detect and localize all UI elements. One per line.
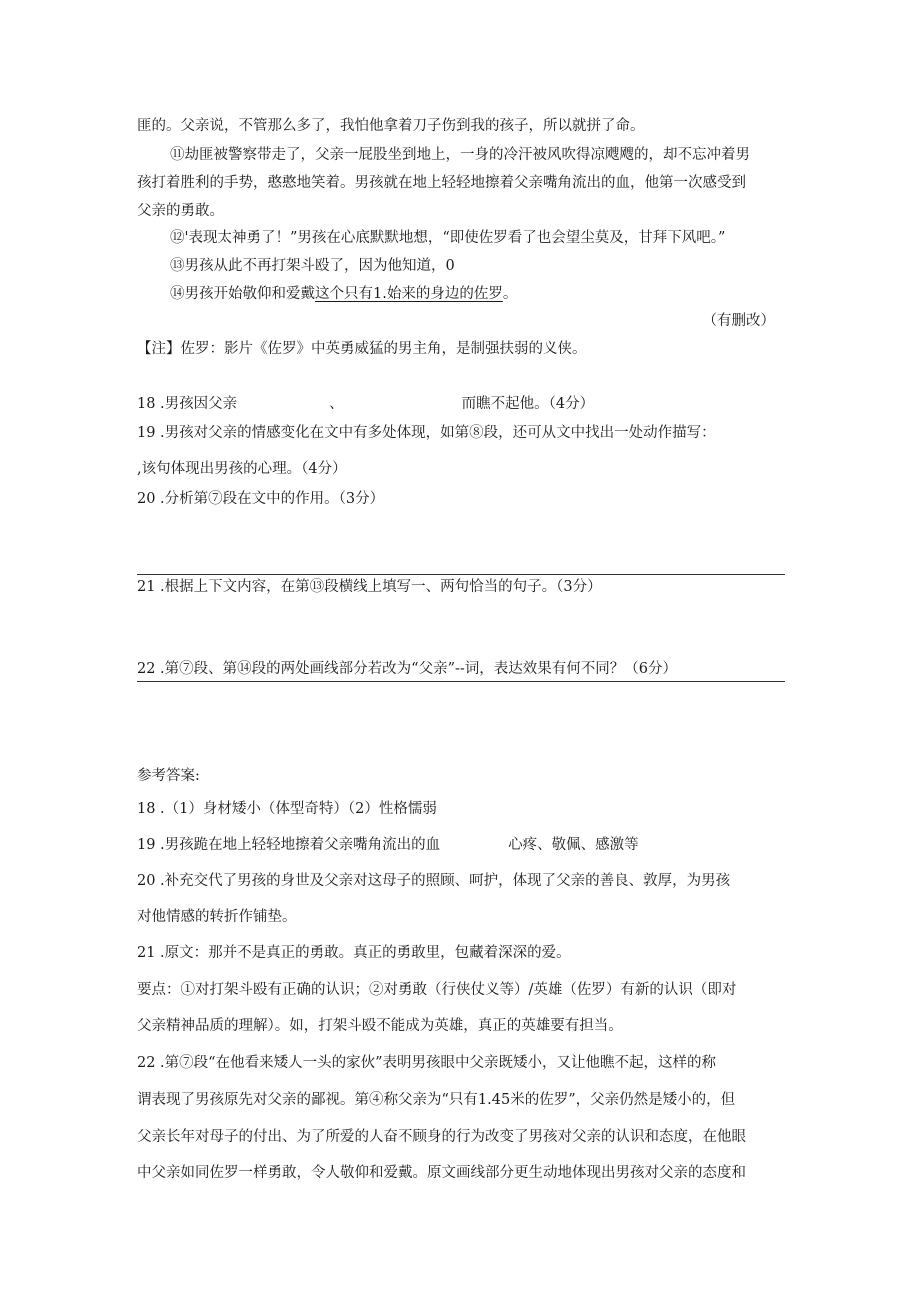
answer-21-line-2: 要点：①对打架斗殴有正确的认识；②对勇敢（行侠仗义等）/英雄（佐罗）有新的认识（即对 xyxy=(137,982,737,998)
paragraph-14-underlined-phrase: 这个只有1.始来的身边的佐罗 xyxy=(315,286,503,302)
story-paragraph-11-line-3: 父亲的勇敢。 xyxy=(137,203,224,219)
answer-22-line-2: 谓表现了男孩原先对父亲的鄙视。第④称父亲为“只有1.45米的佐罗”，父亲仍然是矮小的，但 xyxy=(137,1092,736,1108)
question-20: 20 .分析第⑦段在文中的作用。（3分） xyxy=(137,491,385,507)
answer-line-20 xyxy=(137,574,785,575)
question-18 xyxy=(137,394,594,414)
answer-19 xyxy=(137,835,639,855)
footnote: 【注】佐罗：影片《佐罗》中英勇威猛的男主角，是制强扶弱的义侠。 xyxy=(137,341,587,357)
source-note: （有删改） xyxy=(702,313,775,329)
question-18-end: 而瞧不起他。（4分） xyxy=(461,396,595,412)
answers-heading: 参考答案: xyxy=(137,768,200,784)
answer-19-sentence: 19 .男孩跪在地上轻轻地擦着父亲嘴角流出的血 xyxy=(137,837,441,853)
question-19-line-1: 19 .男孩对父亲的情感变化在文中有多处体现，如第⑧段，还可从文中找出一处动作描写： xyxy=(137,425,716,441)
answer-22-line-1: 22 .第⑦段“在他看来矮人一头的家伙”表明男孩眼中父亲既矮小，又让他瞧不起，这样的称 xyxy=(137,1055,716,1071)
answer-19-emotion: 心疼、敬佩、感激等 xyxy=(508,837,639,853)
story-paragraph-11-line-1: ⑪劫匪被警察带走了，父亲一屁股坐到地上，一身的冷汗被风吹得凉飕飕的，却不忘冲着男 xyxy=(170,147,750,163)
question-22: 22 .第⑦段、第⑭段的两处画线部分若改为“父亲”--词，表达效果有何不同？（6分） xyxy=(137,661,678,677)
answer-line-22 xyxy=(137,681,785,682)
story-paragraph-11-line-2: 孩打着胜利的手势，憨憨地笑着。男孩就在地上轻轻地擦着父亲嘴角流出的血，他第一次感受到 xyxy=(137,175,746,191)
paragraph-14-text: ⑭男孩开始敬仰和爱戴 xyxy=(170,286,315,302)
story-paragraph-tail: 匪的。父亲说，不管那么多了，我怕他拿着刀子伤到我的孩子，所以就拼了命。 xyxy=(137,118,645,134)
answer-20-line-1: 20 .补充交代了男孩的身世及父亲对这母子的照顾、呵护，体现了父亲的善良、敦厚，为男孩 xyxy=(137,873,731,889)
answer-20-line-2: 对他情感的转折作铺垫。 xyxy=(137,909,297,925)
question-19-line-2: ,该句体现出男孩的心理。（4分） xyxy=(137,461,347,477)
answer-18: 18 .（1）身材矮小（体型奇特）（2）性格懦弱 xyxy=(137,801,437,817)
story-paragraph-14 xyxy=(170,284,517,304)
answer-22-line-4: 中父亲如同佐罗一样勇敢，令人敬仰和爱戴。原文画线部分更生动地体现出男孩对父亲的态度和 xyxy=(137,1165,746,1181)
answer-21-line-1: 21 .原文：那并不是真正的勇敢。真正的勇敢里，包藏着深深的爱。 xyxy=(137,945,571,961)
question-21: 21 .根据上下文内容，在第⑬段横线上填写一、两句恰当的句子。（3分） xyxy=(137,579,602,595)
story-paragraph-13: ⑬男孩从此不再打架斗殴了，因为他知道，0 xyxy=(170,258,455,274)
story-paragraph-12: ⑫'表现太神勇了！”男孩在心底默默地想，“即使佐罗看了也会望尘莫及，甘拜下风吧。” xyxy=(170,230,726,246)
question-18-stem: 18 .男孩因父亲 xyxy=(137,396,238,412)
question-18-separator: 、 xyxy=(329,396,344,412)
answer-21-line-3: 父亲精神品质的理解）。如，打架斗殴不能成为英雄，真正的英雄要有担当。 xyxy=(137,1018,623,1034)
paragraph-14-end: 。 xyxy=(502,286,518,302)
answer-22-line-3: 父亲长年对母子的付出、为了所爱的人奋不顾身的行为改变了男孩对父亲的认识和态度，在他眼 xyxy=(137,1129,746,1145)
